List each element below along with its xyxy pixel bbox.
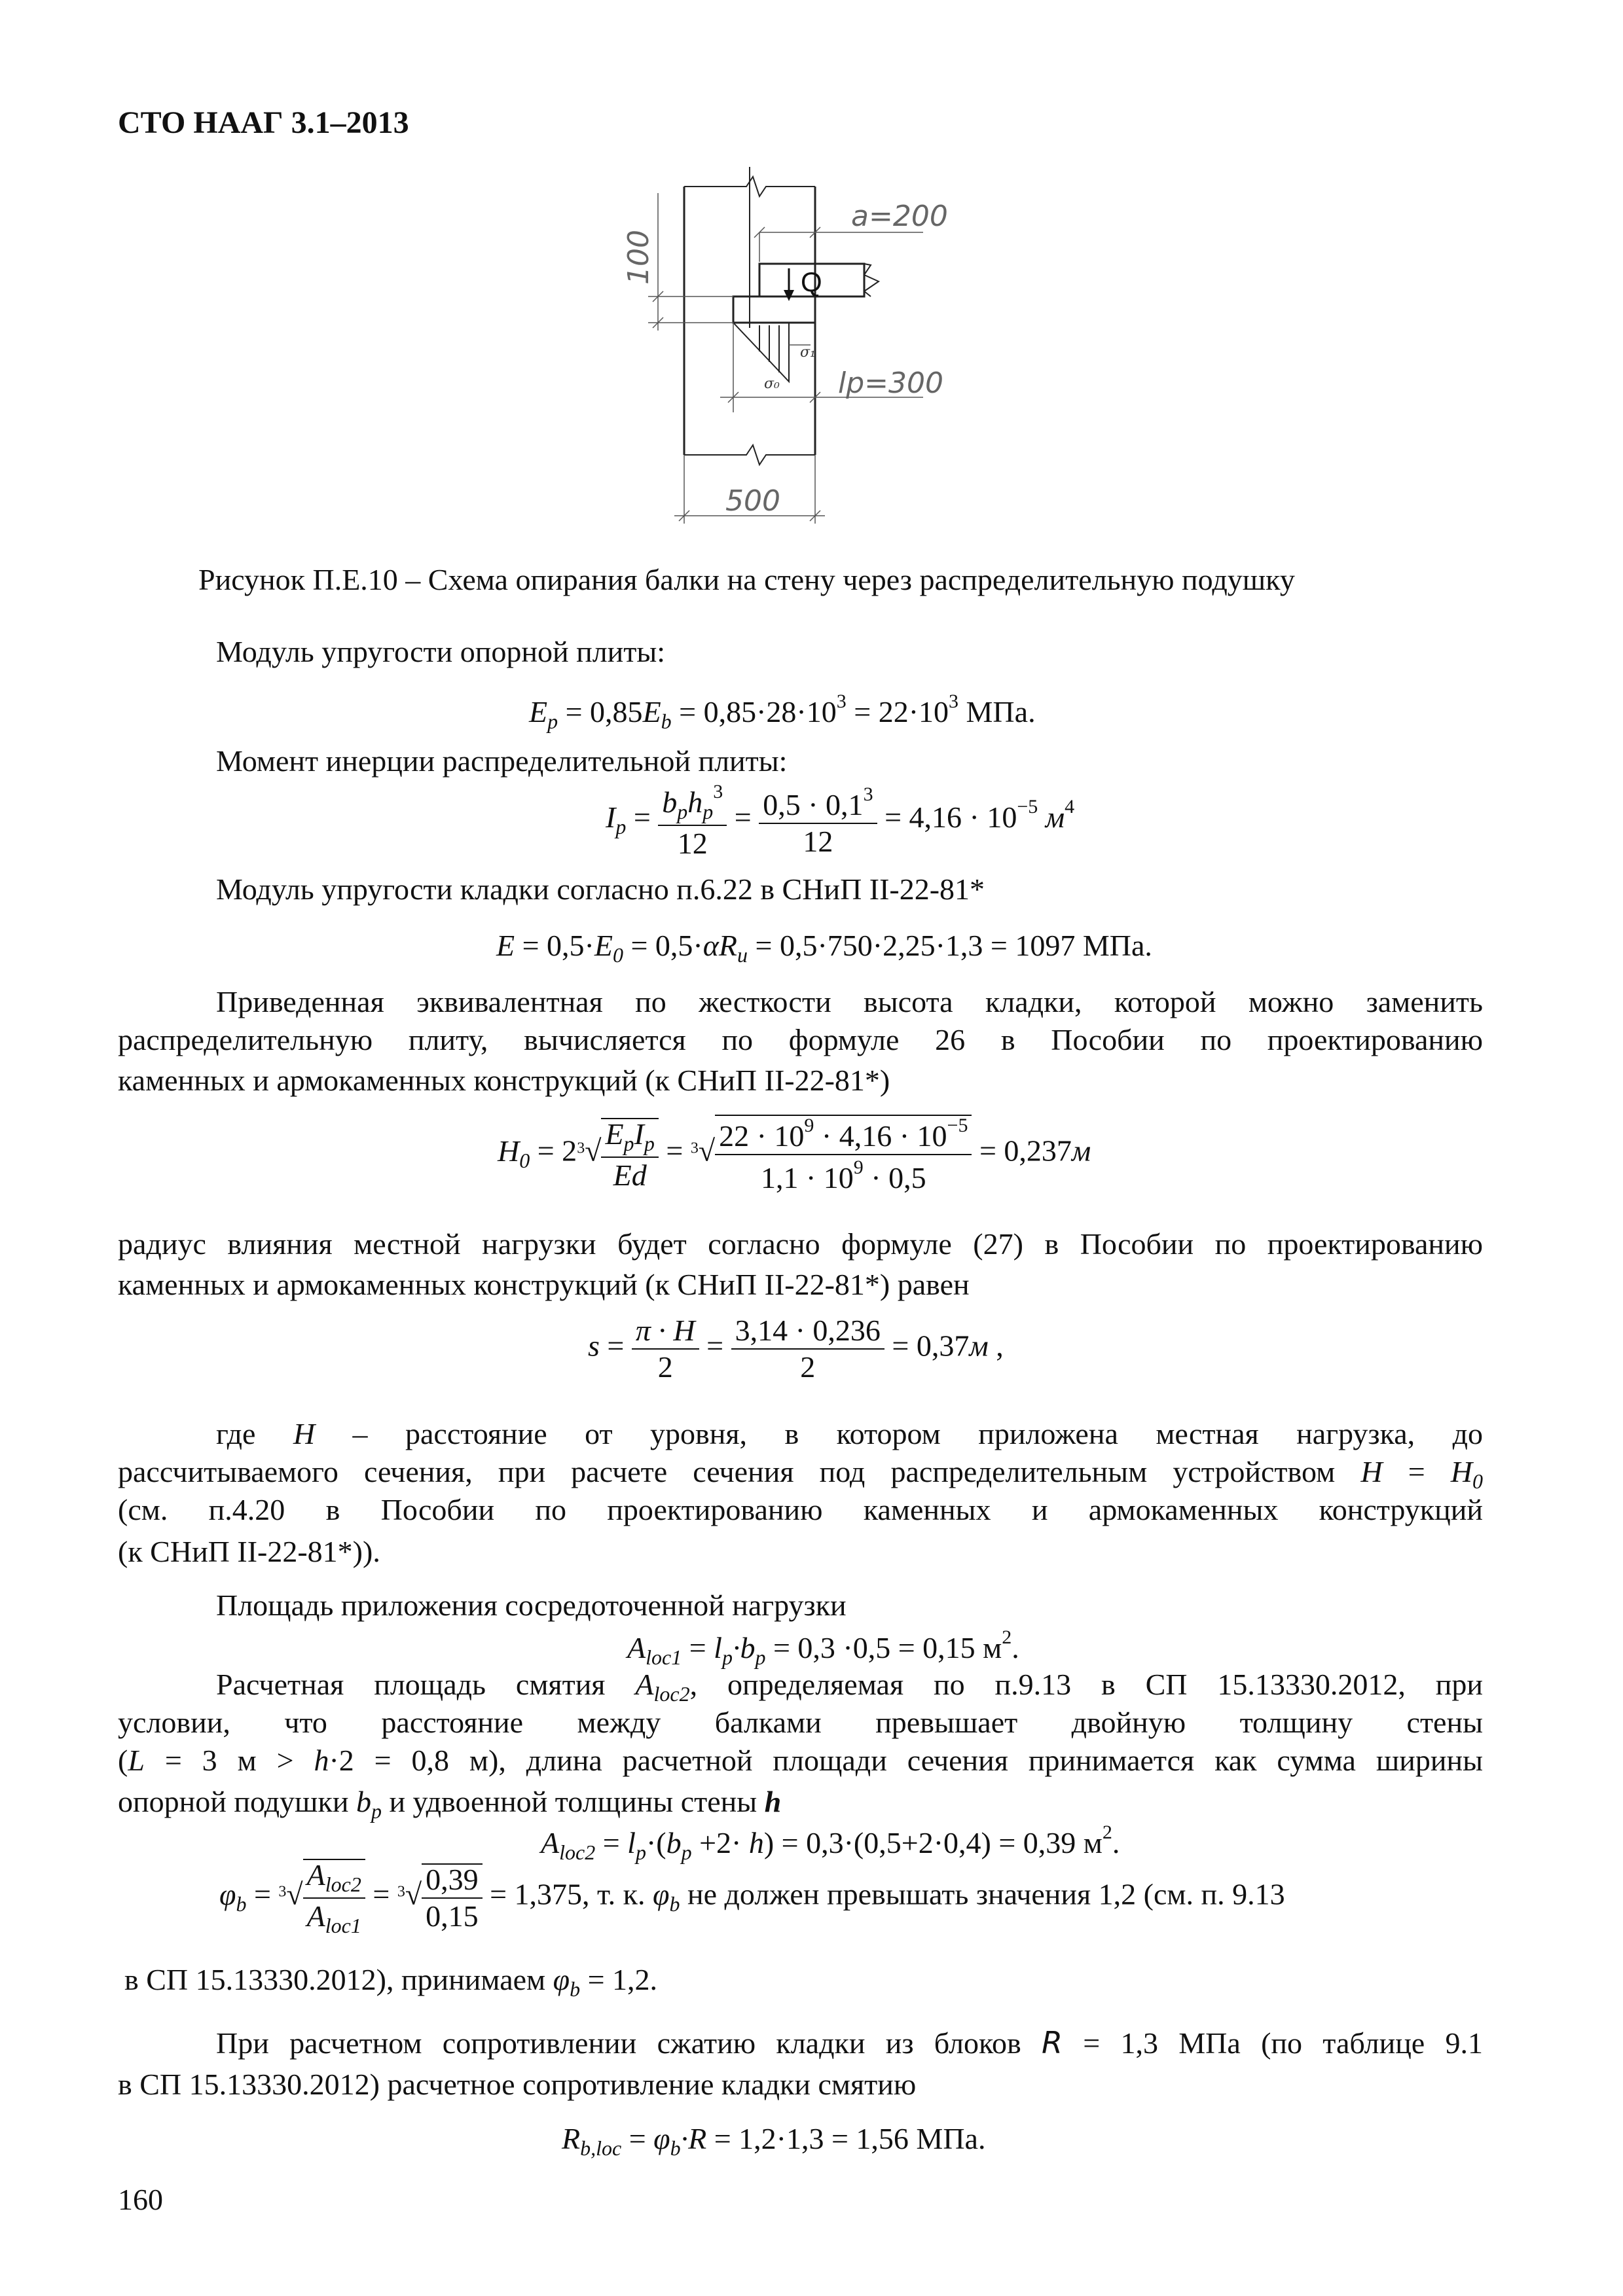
phi-formula: $\varphi_b = ^3√$ $A_{loc2}$ $A_{loc1}$ = $^3$√ $\frac{0,39}{0,15}$ = 1,375, т. к. $\varphi_b$ не должен превышать значения 1,2 (см. п. 9.13 bbox=[219, 1858, 1285, 1937]
document-header: СТО НААГ 3.1–2013 bbox=[118, 105, 409, 140]
para-2-line-2: каменных и армокаменных конструкций (к СНиП II-22-81*) равен bbox=[118, 1268, 970, 1301]
ip-formula: $I_p$ = $b_ph_p^3$ 12 = $\frac{0,5 \cdot 0,1^3}{12}$ = $4,16 \cdot 10^{-5}$ $м^4$ bbox=[606, 781, 1075, 860]
phi-conclusion: в СП 15.13330.2012), принимаем $\varphi_b = 1,2$. bbox=[124, 1963, 658, 2001]
para-4-line-4: опорной подушки $b_p$ и удвоенной толщины стены h bbox=[118, 1785, 782, 1823]
ep-formula: $E_p = 0,85E_b = 0,85\cdot 28\cdot 10^3 = 22\cdot 10^3$ МПа. bbox=[529, 691, 1036, 733]
page-number: 160 bbox=[118, 2183, 163, 2216]
label-lp300: lp=300 bbox=[838, 367, 944, 400]
cushion bbox=[733, 296, 815, 323]
ep-intro: Модуль упругости опорной плиты: bbox=[216, 635, 666, 668]
para-5-line-1: При расчетном сопротивлении сжатию кладки из блоков R = 1,3 МПа (по таблице 9.1 bbox=[216, 2025, 1484, 2060]
para-4-line-2: условии, что расстояние между балками превышает двойную толщину стены bbox=[118, 1706, 1483, 1739]
para-1-line-2: распределительную плиту, вычисляется по формуле 26 в Пособии по проектированию bbox=[118, 1023, 1483, 1056]
aloc2-formula: $A_{loc2} = l_p\cdot(b_p +2\cdot h) = 0,3\cdot(0,5+2\cdot 0,4) = 0,39$ $м^2$. bbox=[541, 1821, 1120, 1864]
label-a200: a=200 bbox=[851, 200, 948, 233]
para-4-line-1: Расчетная площадь смятия $A_{loc2}$, определяемая по п.9.13 в СП 15.13330.2012, при bbox=[216, 1668, 1483, 1706]
figure-caption: Рисунок П.Е.10 – Схема опирания балки на стену через распределительную подушку bbox=[198, 563, 1295, 596]
para-3-line-2: рассчитываемого сечения, при расчете сечения под распределительным устройством $H = H_0$ bbox=[118, 1455, 1483, 1493]
para-2-line-1: радиус влияния местной нагрузки будет согласно формуле (27) в Пособии по проектированию bbox=[118, 1227, 1483, 1261]
e-formula: $E = 0,5\cdot E_0 = 0,5\cdot\alpha R_u = 0,5\cdot 750\cdot 2,25\cdot 1,3 = 1097$ МПа. bbox=[496, 929, 1152, 967]
label-500: 500 bbox=[725, 484, 780, 518]
beam-support-drawing bbox=[622, 167, 982, 533]
para-1-line-3: каменных и армокаменных конструкций (к СНиП II-22-81*) bbox=[118, 1064, 890, 1097]
label-sigma0: σ₀ bbox=[764, 376, 780, 392]
label-100: 100 bbox=[622, 230, 655, 285]
para-1-line-1: Приведенная эквивалентная по жесткости высота кладки, которой можно заменить bbox=[216, 985, 1483, 1018]
aloc1-intro: Площадь приложения сосредоточенной нагрузки bbox=[216, 1588, 847, 1622]
label-sigma1: σ₁ bbox=[800, 344, 816, 361]
ip-intro: Момент инерции распределительной плиты: bbox=[216, 744, 788, 778]
para-5-line-2: в СП 15.13330.2012) расчетное сопротивление кладки смятию bbox=[118, 2068, 917, 2101]
para-3-line-4: (к СНиП II-22-81*)). bbox=[118, 1535, 380, 1568]
stress-diagram bbox=[733, 323, 789, 382]
para-3-line-1: где H – расстояние от уровня, в котором приложена местная нагрузка, до bbox=[216, 1417, 1484, 1450]
rb-formula: $R_{b,loc} = \varphi_b\cdot R = 1,2\cdot 1,3 = 1,56$ МПа. bbox=[562, 2122, 986, 2160]
aloc1-formula: $A_{loc1} = l_p\cdot b_p = 0,3 \cdot 0,5 = 0,15$ $м^2$. bbox=[627, 1626, 1019, 1669]
s-formula: s = $\frac{\pi \cdot H}{2}$ = $\frac{3,14 \cdot 0,236}{2}$ = 0,37м , bbox=[588, 1314, 1004, 1384]
e-intro: Модуль упругости кладки согласно п.6.22 в СНиП II-22-81* bbox=[216, 872, 985, 906]
h0-formula: $H_0 = 2^3√$ $E_pI_p$ Ed = $^3$√ $\frac{22 \cdot 10^9 \cdot 4,16 \cdot 10^{-5}}{1,1 \cdot 10^9 \cdot 0,5}$ = 0,237м bbox=[498, 1115, 1091, 1194]
para-4-line-3: (L = 3 м > h·2 = 0,8 м), длина расчетной площади сечения принимается как сумма ширины bbox=[118, 1744, 1483, 1777]
para-3-line-3: (см. п.4.20 в Пособии по проектированию каменных и армокаменных конструкций bbox=[118, 1493, 1483, 1526]
label-q: Q bbox=[801, 266, 822, 297]
